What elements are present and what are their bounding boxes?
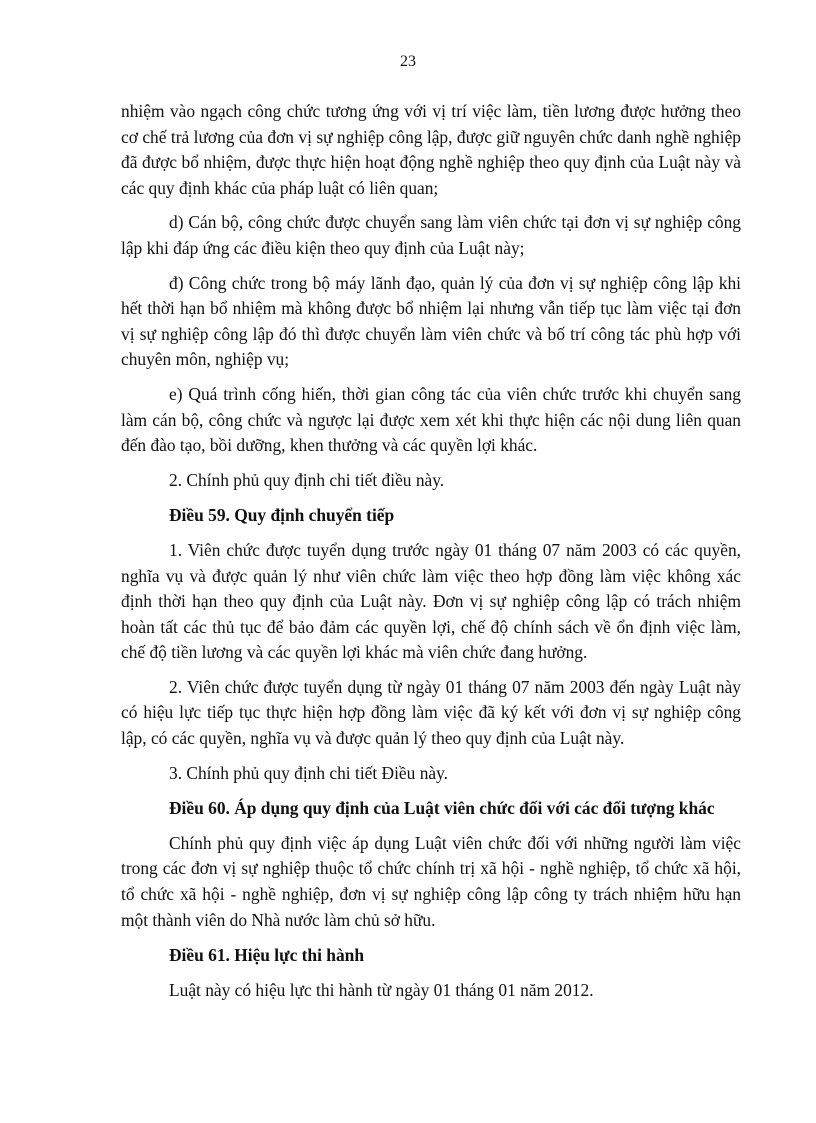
paragraph-clause-2: 2. Chính phủ quy định chi tiết điều này. [169, 469, 445, 490]
paragraph-continuation: nhiệm vào ngạch công chức tương ứng với vị trí việc làm, tiền lương được hưởng theo cơ chế trả lương của đơn vị sự nghiệp công lập, được giữ nguyên chức danh nghề nghiệp đã được bổ nhiệm, được thực hiện hoạt động nghề nghiệp theo quy định của Luật này và các quy định khác của pháp luật có liên quan; [121, 101, 741, 198]
article-59-clause-2: 2. Viên chức được tuyển dụng từ ngày 01 tháng 07 năm 2003 đến ngày Luật này có hiệu lực tiếp tục thực hiện hợp đồng làm việc đã ký kết với đơn vị sự nghiệp công lập, có các quyền, nghĩa vụ và được quản lý theo quy định của Luật này. [121, 676, 741, 749]
article-59-clause-3: 3. Chính phủ quy định chi tiết Điều này. [169, 762, 449, 783]
article-60-heading: Điều 60. Áp dụng quy định của Luật viên chức đối với các đối tượng khác [169, 798, 715, 819]
paragraph-item-dd: đ) Công chức trong bộ máy lãnh đạo, quản lý của đơn vị sự nghiệp công lập khi hết thời hạn bổ nhiệm mà không được bổ nhiệm lại nhưng vẫn tiếp tục làm việc tại đơn vị sự nghiệp công lập đó thì được chuyển làm viên chức và bố trí công tác phù hợp với chuyên môn, nghiệp vụ; [121, 272, 741, 370]
article-61-body: Luật này có hiệu lực thi hành từ ngày 01 tháng 01 năm 2012. [169, 979, 594, 1000]
article-60-body: Chính phủ quy định việc áp dụng Luật viên chức đối với những người làm việc trong các đơn vị sự nghiệp thuộc tổ chức chính trị xã hội - nghề nghiệp, tổ chức xã hội, tổ chức xã hội - nghề nghiệp, đơn vị sự nghiệp công lập công ty trách nhiệm hữu hạn một thành viên do Nhà nước làm chủ sở hữu. [121, 832, 741, 930]
page-number: 23 [400, 53, 416, 70]
paragraph-item-e: e) Quá trình cống hiến, thời gian công tác của viên chức trước khi chuyển sang làm cán bộ, công chức và ngược lại được xem xét khi thực hiện các nội dung liên quan đến đào tạo, bồi dưỡng, khen thưởng và các quyền lợi khác. [121, 383, 741, 456]
article-61-heading: Điều 61. Hiệu lực thi hành [169, 945, 364, 966]
article-59-clause-1: 1. Viên chức được tuyển dụng trước ngày 01 tháng 07 năm 2003 có các quyền, nghĩa vụ và được quản lý như viên chức làm việc theo hợp đồng làm việc không xác định thời hạn theo quy định của Luật này. Đơn vị sự nghiệp công lập có trách nhiệm hoàn tất các thủ tục để bảo đảm các quyền lợi, chế độ chính sách về ổn định việc làm, chế độ tiền lương và các quyền lợi khác mà viên chức đang hưởng. [121, 539, 741, 663]
article-59-heading: Điều 59. Quy định chuyển tiếp [169, 505, 395, 526]
document-body [121, 99, 741, 1003]
paragraph-item-d: d) Cán bộ, công chức được chuyển sang làm viên chức tại đơn vị sự nghiệp công lập khi đáp ứng các điều kiện theo quy định của Luật này; [121, 212, 741, 258]
